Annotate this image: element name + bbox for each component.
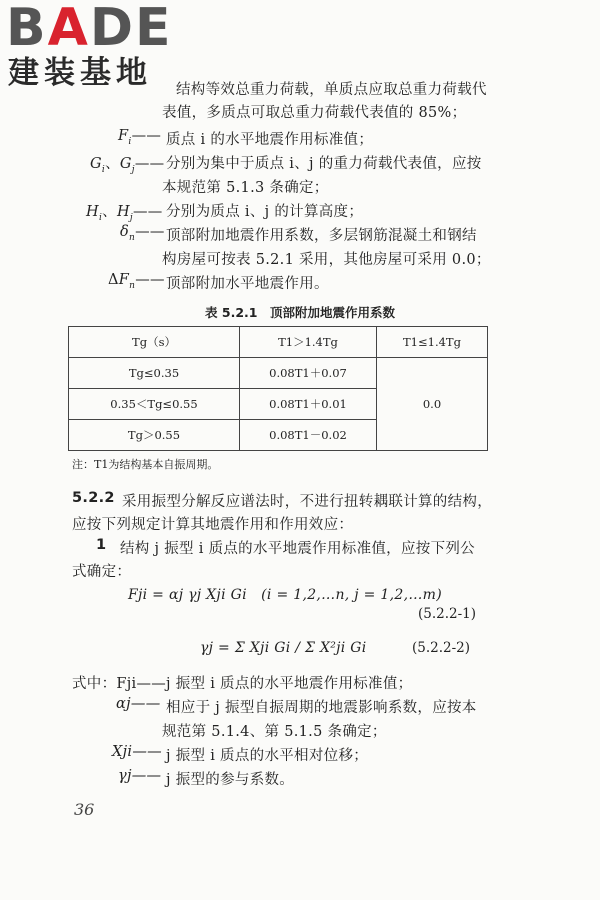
def-line: 本规范第 5.1.3 条确定； (162, 180, 329, 196)
def-symbol: $H_i$、$H_j——$ (86, 204, 163, 223)
section-text: 应按下列规定计算其地震作用和作用效应： (72, 517, 354, 533)
def-line: 规范第 5.1.4、第 5.1.5 条确定； (162, 724, 387, 740)
def-line: j 振型 i 质点的水平地震作用标准值； (166, 676, 413, 692)
table-header: T1≤1.4Tg (377, 327, 488, 358)
equation-number: (5.2.2-2) (412, 640, 471, 656)
def-symbol: 式中：Fji—— (72, 676, 167, 692)
def-line: 顶部附加地震作用系数，多层钢筋混凝土和钢结 (166, 228, 477, 244)
def-line: 表值，多质点可取总重力荷载代表值的 85%； (162, 105, 467, 121)
def-line: j 振型 i 质点的水平相对位移； (166, 748, 369, 764)
def-symbol: γj—— (118, 768, 162, 784)
def-line: 构房屋可按表 5.2.1 采用，其他房屋可采用 0.0； (162, 252, 491, 268)
def-line: 顶部附加水平地震作用。 (166, 276, 329, 292)
def-line: 分别为集中于质点 i、j 的重力荷载代表值，应按 (166, 156, 482, 172)
def-line: 质点 i 的水平地震作用标准值； (166, 132, 374, 148)
def-symbol: αj—— (116, 696, 161, 712)
table-header: T1＞1.4Tg (240, 327, 377, 358)
table-cell: 0.08T1－0.02 (240, 420, 377, 451)
def-symbol: $F_i——$ (118, 128, 162, 147)
section-text: 采用振型分解反应谱法时，不进行扭转耦联计算的结构， (122, 494, 492, 510)
page-number: 36 (74, 800, 95, 819)
def-symbol: $G_i$、$G_j——$ (90, 156, 165, 175)
table-cell: Tg≤0.35 (69, 358, 240, 389)
table-row (69, 358, 488, 389)
brand-logo-cn: 建装基地 (8, 55, 152, 91)
item-text: 结构 j 振型 i 质点的水平地震作用标准值，应按下列公 (120, 541, 475, 557)
table-header: Tg（s） (69, 327, 240, 358)
def-line: 分别为质点 i、j 的计算高度； (166, 204, 364, 220)
table-cell: 0.08T1＋0.07 (240, 358, 377, 389)
table-cell: Tg＞0.55 (69, 420, 240, 451)
def-line: 结构等效总重力荷载，单质点应取总重力荷载代 (176, 82, 487, 98)
item-number: 1 (96, 537, 107, 553)
equation-2: γj = Σ Xji Gi / Σ X²ji Gi (200, 640, 367, 656)
brand-logo: BADE (6, 0, 173, 58)
table-cell: 0.35＜Tg≤0.55 (69, 389, 240, 420)
table-cell: 0.08T1＋0.01 (240, 389, 377, 420)
def-symbol: $\Delta F_n——$ (108, 272, 165, 291)
table-caption: 表 5.2.1 顶部附加地震作用系数 (205, 305, 395, 320)
coefficient-table (68, 326, 488, 451)
def-symbol: $\delta_n——$ (120, 224, 165, 243)
table-cell-merged: 0.0 (377, 358, 488, 451)
table-note: 注：T1为结构基本自振周期。 (72, 458, 219, 471)
def-symbol: Xji—— (112, 744, 162, 760)
def-line: j 振型的参与系数。 (166, 772, 295, 788)
section-number: 5.2.2 (72, 490, 115, 506)
equation-number: (5.2.2-1) (418, 606, 477, 622)
equation-1: Fji = αj γj Xji Gi (i = 1,2,…n, j = 1,2,…m) (128, 587, 442, 603)
def-line: 相应于 j 振型自振周期的地震影响系数，应按本 (166, 700, 477, 716)
item-text: 式确定： (72, 564, 132, 580)
